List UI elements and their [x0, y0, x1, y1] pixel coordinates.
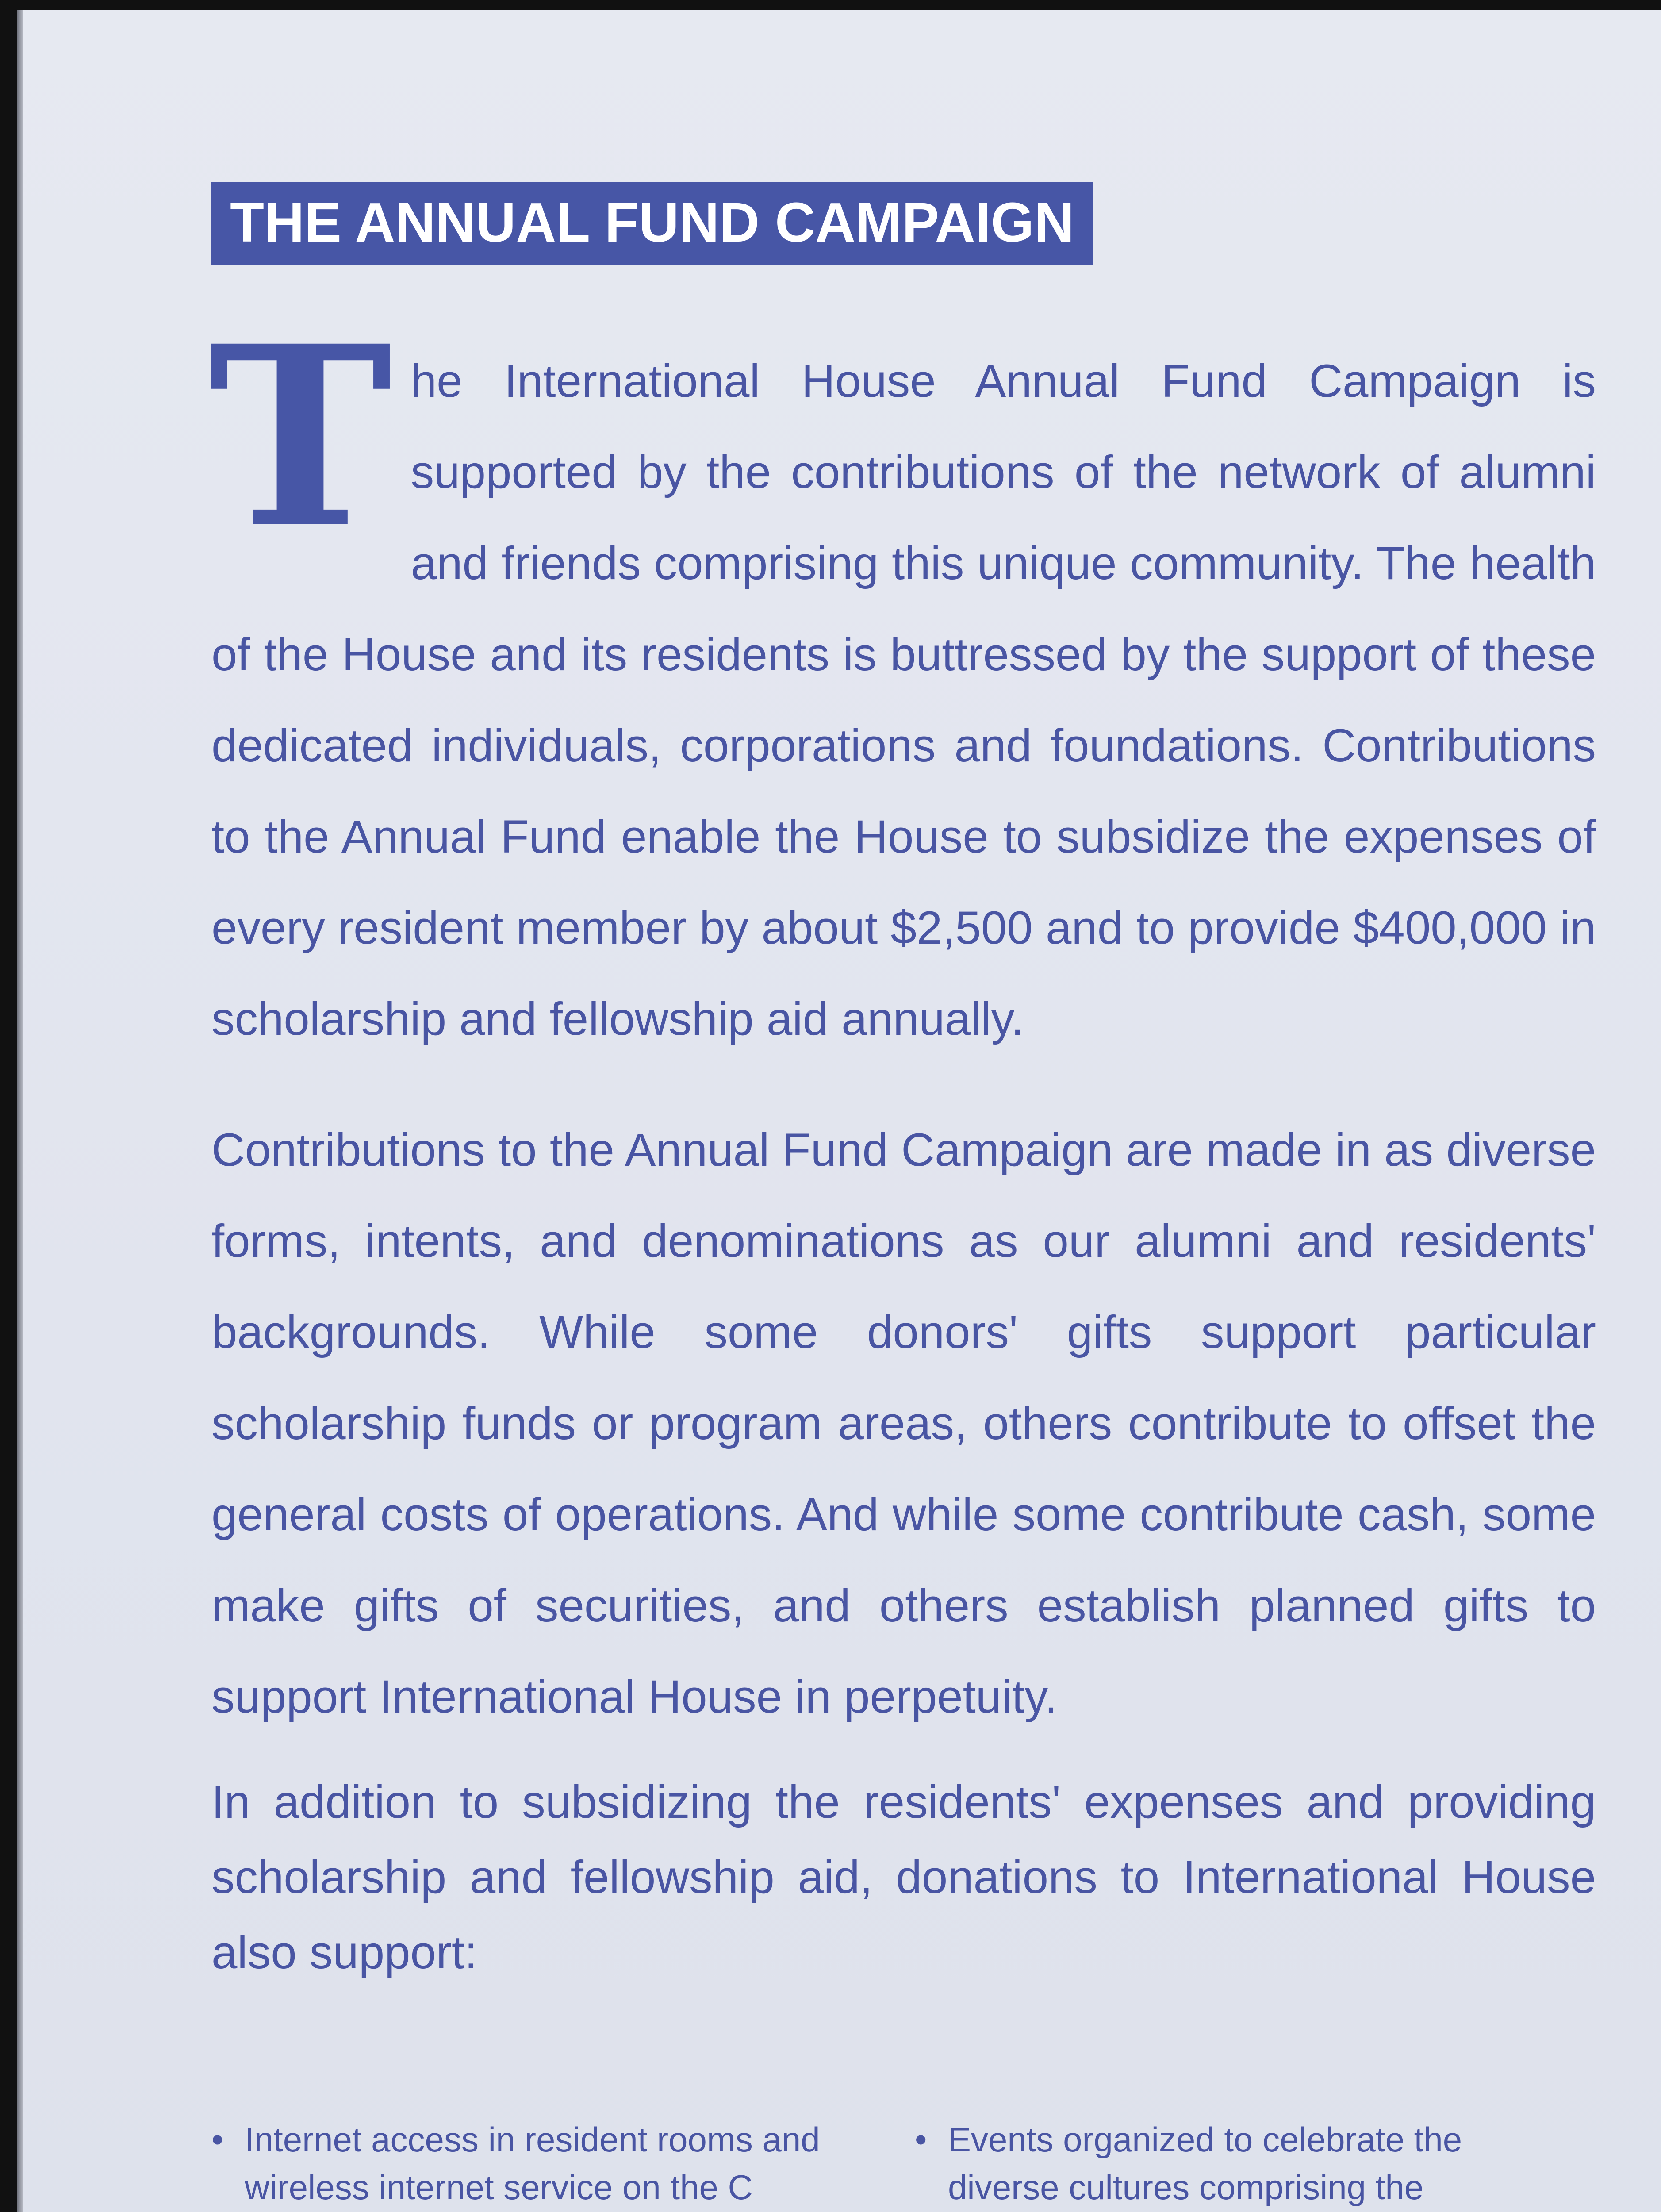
document-page [17, 10, 1661, 2212]
list-item-events [915, 2116, 1543, 2212]
contributions-paragraph: Contributions to the Annual Fund Campaign are made in as diverse forms, intents, and denominations as our alumni and residents' backgrounds. While some donors' gifts support particular scholarship funds or program areas, others contribute to offset the general costs of operations. And while some contribute cash, some make gifts of securities, and others establish planned gifts to support International House in perpetuity. [211, 1124, 1596, 1723]
bullet-icon: • [211, 2120, 224, 2159]
bullet-icon: • [915, 2120, 927, 2159]
list-item-text: Events organized to celebrate the diverse cultures comprising the [948, 2120, 1462, 2207]
intro-paragraph [208, 292, 1596, 1065]
intro-paragraph-text: he International House Annual Fund Campaign is supported by the contributions of the network of alumni and friends comprising this unique community. The health of the House and its residents is buttressed by the support of these dedicated individuals, corporations and foundations. Contributions to the Annual Fund enable the House to subsidize the expenses of every resident member by about $2,500 and to provide $400,000 in scholarship and fellowship aid annually. [211, 355, 1596, 1045]
main-content [208, 182, 1596, 1990]
list-item-text: Internet access in resident rooms and wireless internet service on the C [245, 2120, 820, 2207]
drop-cap: T [208, 292, 392, 583]
page-binding-edge [17, 10, 23, 2212]
section-title: THE ANNUAL FUND CAMPAIGN [211, 182, 1093, 265]
list-item-internet [211, 2116, 840, 2212]
support-paragraph: In addition to subsidizing the residents' expenses and providing scholarship and fellowship aid, donations to International House also support: [211, 1776, 1596, 1978]
